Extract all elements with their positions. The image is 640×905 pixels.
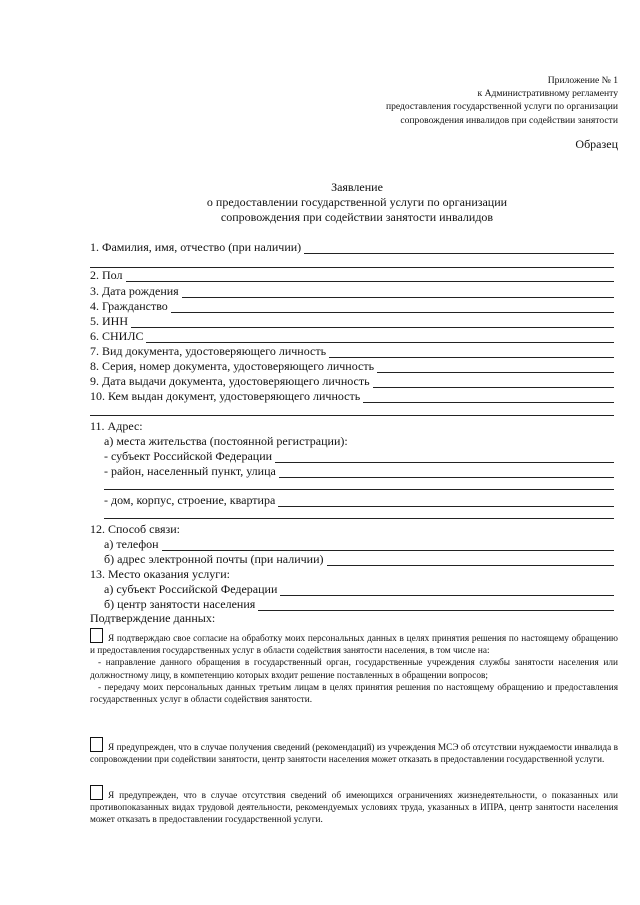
document-title	[90, 180, 624, 225]
address-subject-input-line[interactable]	[275, 451, 614, 463]
snils-input-line[interactable]	[146, 331, 614, 343]
field-full-name-label: 1. Фамилия, имя, отчество (при наличии)	[90, 240, 302, 254]
annex-line-4: сопровождения инвалидов при содействии занятости	[400, 114, 618, 126]
warning-1-paragraph	[90, 737, 618, 766]
field-citizenship	[90, 299, 614, 313]
field-id-doc-type	[90, 344, 614, 358]
service-place-heading: 13. Место оказания услуги:	[90, 567, 230, 581]
address-district-input-line[interactable]	[279, 466, 614, 478]
field-id-doc-issuer	[90, 389, 614, 403]
id-doc-type-input-line[interactable]	[329, 346, 614, 358]
field-service-subject	[104, 582, 614, 596]
annex-line-2: к Административному регламенту	[477, 88, 618, 100]
field-inn	[90, 314, 614, 328]
field-snils	[90, 329, 614, 343]
full-name-input-line[interactable]	[304, 242, 614, 254]
field-full-name	[90, 240, 614, 254]
field-address-district	[104, 464, 614, 478]
field-email-label: б) адрес электронной почты (при наличии)	[104, 552, 324, 566]
field-birth-date-label: 3. Дата рождения	[90, 284, 179, 298]
address-house-input-line-2[interactable]	[104, 518, 614, 519]
field-inn-label: 5. ИНН	[90, 314, 128, 328]
annex-line-1: Приложение № 1	[547, 75, 618, 86]
field-service-center	[104, 597, 614, 611]
id-doc-number-input-line[interactable]	[377, 361, 614, 373]
address-district-input-line-2[interactable]	[104, 489, 614, 490]
field-birth-date	[90, 284, 614, 298]
field-address-subject-label: - субъект Российской Федерации	[104, 449, 273, 463]
sex-input-line[interactable]	[126, 270, 615, 282]
birth-date-input-line[interactable]	[182, 286, 614, 298]
consent-paragraph	[90, 628, 618, 706]
field-service-center-label: б) центр занятости населения	[104, 597, 256, 611]
consent-text: Я подтверждаю свое согласие на обработку моих персональных данных в целях принятия решения по настоящему обращению и предоставления государственных услуг в области содействия занятости населения, в том числе на:	[90, 634, 618, 657]
field-id-doc-number	[90, 359, 614, 373]
field-id-doc-type-label: 7. Вид документа, удостоверяющего личность	[90, 344, 327, 358]
consent-checkbox[interactable]	[90, 628, 103, 643]
field-sex	[90, 268, 614, 282]
field-id-doc-issuer-label: 10. Кем выдан документ, удостоверяющего личность	[90, 389, 361, 403]
field-sex-label: 2. Пол	[90, 268, 123, 282]
field-id-doc-number-label: 8. Серия, номер документа, удостоверяющего личность	[90, 359, 375, 373]
field-address-district-label: - район, населенный пункт, улица	[104, 464, 276, 478]
residence-subheading: а) места жительства (постоянной регистрации):	[104, 434, 348, 448]
field-phone	[104, 537, 614, 551]
id-doc-issue-date-input-line[interactable]	[373, 376, 614, 388]
inn-input-line[interactable]	[131, 316, 614, 328]
warning-2-checkbox[interactable]	[90, 785, 103, 800]
title-line-3: сопровождения при содействии занятости инвалидов	[220, 210, 494, 224]
field-address-house-label: - дом, корпус, строение, квартира	[104, 493, 276, 507]
field-phone-label: а) телефон	[104, 537, 159, 551]
warning-2-paragraph	[90, 785, 618, 827]
annex-note	[386, 74, 618, 127]
citizenship-input-line[interactable]	[171, 301, 614, 313]
field-address-subject	[104, 449, 614, 463]
id-doc-issuer-input-line[interactable]	[363, 391, 614, 403]
email-input-line[interactable]	[327, 554, 615, 566]
warning-1-text: Я предупрежден, что в случае получения сведений (рекомендаций) из учреждения МСЭ об отсутствии нуждаемости инвалида в сопровождении при содействии занятости, центр занятости населения может отказать в предоставлении государственной услуги.	[90, 743, 618, 766]
consent-bullet-2: - передачу моих персональных данных третьим лицам в целях принятия решения по настоящему обращению и предоставления государственных услуг в области содействия занятости.	[90, 682, 618, 706]
field-email	[104, 552, 614, 566]
consent-bullet-1: - направление данного обращения в государственный орган, государственные учреждения службы занятости населения или должностному лицу, в компетенцию которых входит решение поставленных в обращении вопросов;	[90, 658, 618, 681]
field-id-doc-issue-date-label: 9. Дата выдачи документа, удостоверяющего личность	[90, 374, 370, 388]
sample-label: Образец	[575, 137, 618, 151]
warning-2-text: Я предупрежден, что в случае отсутствия сведений об имеющихся ограничениях жизнедеятельности, о показанных или противопоказанных видах трудовой деятельности, рекомендуемых условиях труда, указанных в ИПРА, центр занятости населения может отказать в предоставлении государственной услуги.	[90, 791, 618, 826]
annex-line-3: предоставления государственной услуги по организации	[385, 101, 618, 113]
field-address-house	[104, 493, 614, 507]
phone-input-line[interactable]	[162, 539, 614, 551]
service-subject-input-line[interactable]	[280, 584, 614, 596]
field-service-subject-label: а) субъект Российской Федерации	[104, 582, 278, 596]
title-line-2: о предоставлении государственной услуги по организации	[206, 195, 508, 209]
confirm-heading: Подтверждение данных:	[90, 611, 216, 625]
address-house-input-line[interactable]	[278, 495, 614, 507]
title-line-1: Заявление	[331, 180, 383, 194]
service-center-input-line[interactable]	[258, 599, 614, 611]
id-doc-issuer-input-line-2[interactable]	[90, 415, 614, 416]
field-id-doc-issue-date	[90, 374, 614, 388]
field-citizenship-label: 4. Гражданство	[90, 299, 168, 313]
address-heading: 11. Адрес:	[90, 419, 143, 433]
warning-1-checkbox[interactable]	[90, 737, 103, 752]
field-snils-label: 6. СНИЛС	[90, 329, 144, 343]
contact-heading: 12. Способ связи:	[90, 522, 181, 536]
